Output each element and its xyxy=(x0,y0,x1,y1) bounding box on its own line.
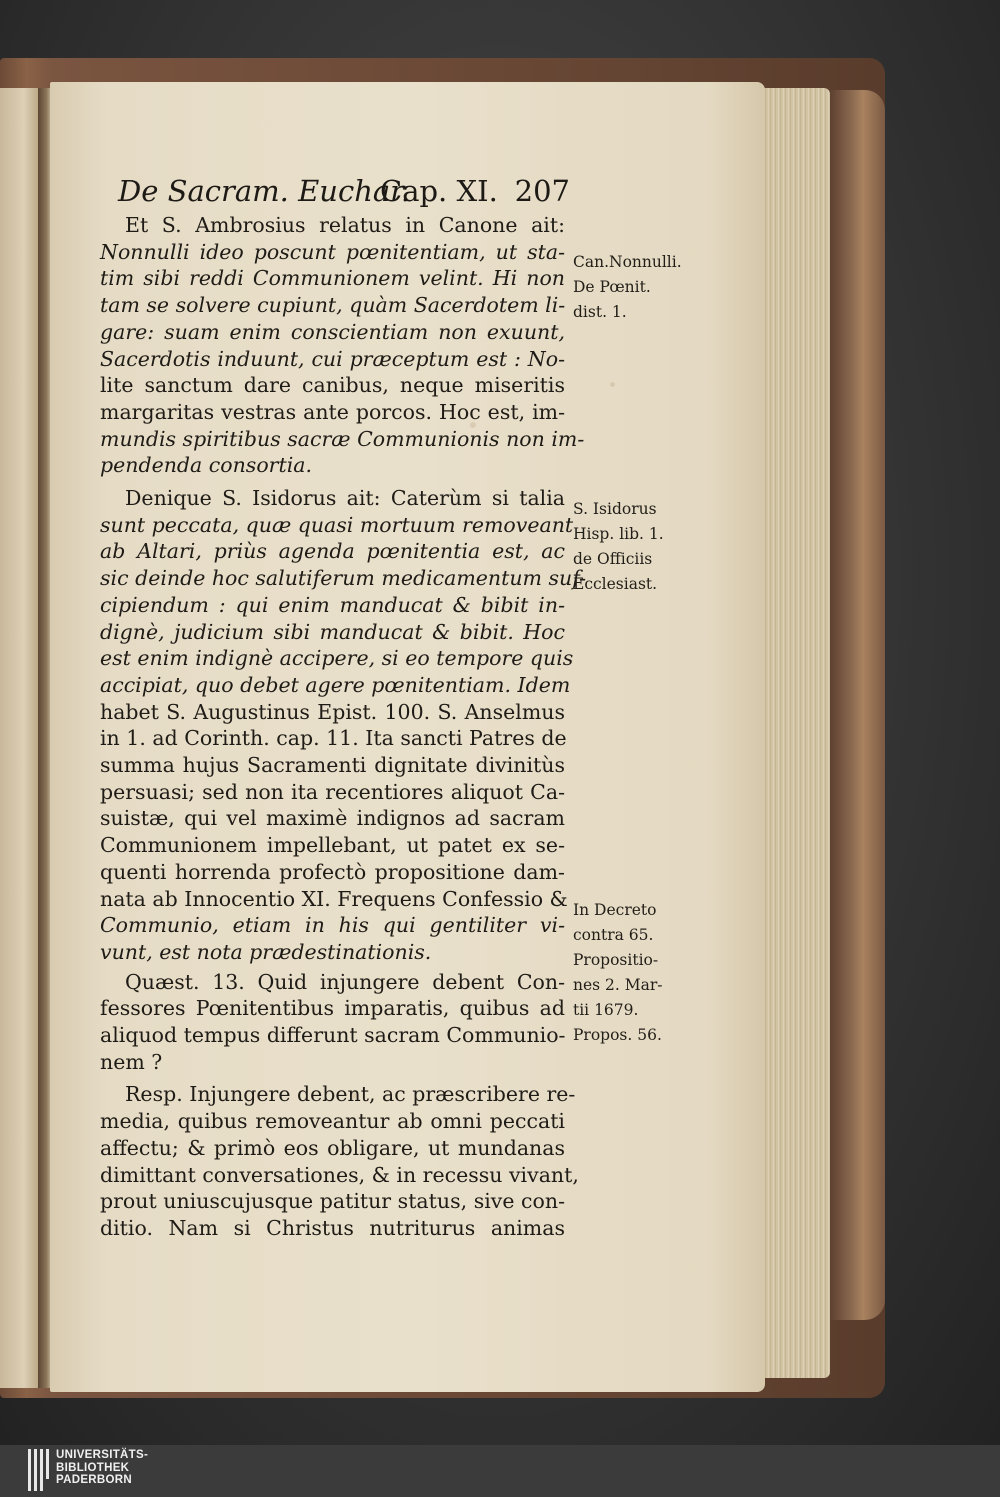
margin-note: de Officiis xyxy=(573,550,653,568)
margin-note: Propos. 56. xyxy=(573,1026,662,1044)
text-line: Resp. Injungere debent, ac præscribere re- xyxy=(125,1082,576,1107)
text-line: affectu; & primò eos obligare, ut mundanas xyxy=(100,1135,565,1160)
library-logo-icon xyxy=(28,1449,50,1491)
margin-note: De Pœnit. xyxy=(573,278,651,296)
library-logo-text xyxy=(56,1449,148,1487)
text-line: tim sibi reddi Communionem velint. Hi non xyxy=(100,266,565,291)
text-line: Denique S. Isidorus ait: Caterùm si talia xyxy=(125,486,565,510)
running-head xyxy=(118,174,570,214)
text-line: fessores Pœnitentibus imparatis, quibus ad xyxy=(100,996,565,1021)
margin-note: tii 1679. xyxy=(573,1001,639,1019)
text-line: quenti horrenda profectò propositione dam- xyxy=(100,859,565,884)
running-head-title: De Sacram. Euchar. xyxy=(118,174,411,208)
margin-note: S. Isidorus xyxy=(573,500,657,518)
page-number: 207 xyxy=(514,174,570,208)
footer-bar xyxy=(0,1445,1000,1497)
book-spine-edge xyxy=(830,90,885,1320)
margin-note: contra 65. xyxy=(573,926,654,944)
text-line: suistæ, qui vel maximè indignos ad sacram xyxy=(100,806,565,831)
margin-note: Hisp. lib. 1. xyxy=(573,525,664,543)
text-line: ab Altari, priùs agenda pœnitentia est, ac xyxy=(100,539,565,564)
text-line: nem ? xyxy=(100,1049,163,1074)
text-line: sunt peccata, quæ quasi mortuum removeant xyxy=(100,512,574,537)
text-line: est enim indignè accipere, si eo tempore quis xyxy=(100,646,574,671)
text-line: nata ab Innocentio XI. Frequens Confessio & xyxy=(100,886,568,911)
text-line: habet S. Augustinus Epist. 100. S. Anselmus xyxy=(100,699,565,724)
text-line: Communio, etiam in his qui gentiliter vi- xyxy=(100,913,565,938)
running-head-chapter: Cap. XI. xyxy=(380,174,498,208)
logo-line-2: BIBLIOTHEK xyxy=(56,1461,130,1474)
text-line: Quæst. 13. Quid injungere debent Con- xyxy=(125,969,565,994)
margin-note: nes 2. Mar- xyxy=(573,976,663,994)
text-line: margaritas vestras ante porcos. Hoc est, im- xyxy=(100,399,565,424)
margin-note: Ecclesiast. xyxy=(573,575,658,593)
text-line: summa hujus Sacramenti dignitate divinitùs xyxy=(100,753,565,777)
text-line: vunt, est nota prædestinationis. xyxy=(100,939,432,964)
text-line: aliquod tempus differunt sacram Communio- xyxy=(100,1023,566,1047)
text-line: cipiendum : qui enim manducat & bibit in- xyxy=(100,592,565,617)
margin-note: Propositio- xyxy=(573,951,659,969)
margin-note: In Decreto xyxy=(573,901,657,919)
text-line: dignè, judicium sibi manducat & bibit. Hoc xyxy=(100,619,565,644)
facing-page xyxy=(0,88,40,1388)
text-line: Et S. Ambrosius relatus in Canone ait: xyxy=(125,213,565,237)
logo-line-3: PADERBORN xyxy=(56,1474,132,1486)
text-line: gare: suam enim conscientiam non exuunt, xyxy=(100,319,565,344)
text-line: Nonnulli ideo poscunt pœnitentiam, ut sta- xyxy=(100,239,565,264)
logo-line-1: UNIVERSITÄTS- xyxy=(56,1449,149,1461)
text-line: persuasi; sed non ita recentiores aliquot Ca- xyxy=(100,779,565,804)
text-line: sic deinde hoc salutiferum medicamentum suf- xyxy=(100,566,587,591)
text-line: mundis spiritibus sacræ Communionis non im- xyxy=(100,426,585,451)
text-line: Communionem impellebant, ut patet ex se- xyxy=(100,833,565,858)
text-line: pendenda consortia. xyxy=(100,453,312,478)
margin-note: Can.Nonnulli. xyxy=(573,253,682,271)
text-line: Sacerdotis induunt, cui præceptum est : No- xyxy=(100,346,565,371)
text-line: accipiat, quo debet agere pœnitentiam. Idem xyxy=(100,672,571,697)
text-line: tam se solvere cupiunt, quàm Sacerdotem li- xyxy=(100,293,566,318)
text-line: media, quibus removeantur ab omni peccati xyxy=(100,1109,565,1134)
text-line: in 1. ad Corinth. cap. 11. Ita sancti Patres de xyxy=(100,726,567,751)
page-edges xyxy=(762,88,830,1378)
margin-note: dist. 1. xyxy=(573,303,627,321)
text-line: ditio. Nam si Christus nutriturus animas xyxy=(100,1215,565,1240)
text-line: prout uniuscujusque patitur status, sive con- xyxy=(100,1189,565,1214)
text-line: lite sanctum dare canibus, neque miseritis xyxy=(100,373,565,398)
text-line: dimittant conversationes, & in recessu vivant, xyxy=(100,1162,579,1187)
